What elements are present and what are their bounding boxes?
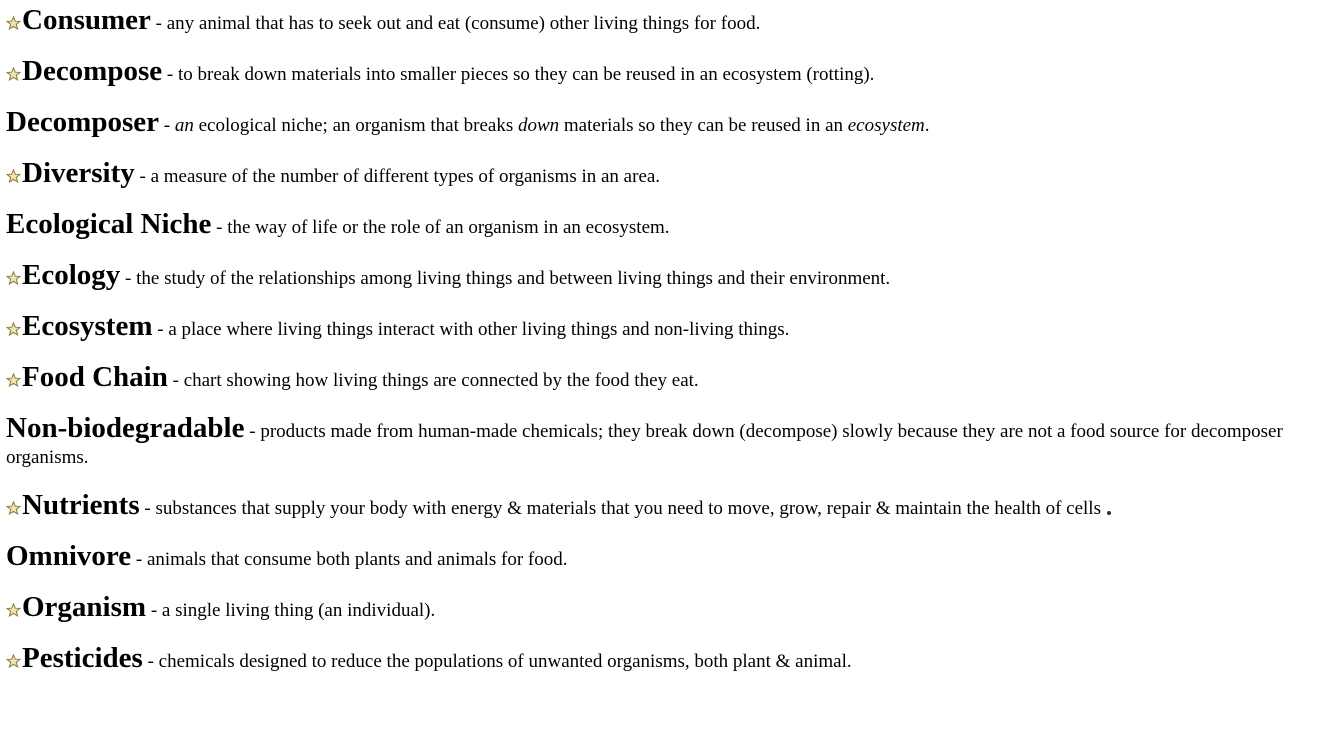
term-separator: - (142, 651, 159, 672)
definition-non-biodegradable: products made from human-made chemicals; they break down (decompose) slowly because they are not a food source for decomposer organisms. (6, 421, 1283, 468)
term-diversity: Diversity (22, 157, 135, 189)
glossary-entry-consumer (6, 6, 1330, 37)
definition-ecological-niche: the way of life or the role of an organism in an ecosystem. (227, 217, 670, 238)
definition-emphasis: ecosystem (847, 115, 925, 136)
glossary-entry-food-chain (6, 363, 1330, 394)
term-omnivore: Omnivore (6, 540, 132, 572)
definition-emphasis: an (174, 115, 194, 136)
glossary-entry-nutrients (6, 491, 1330, 522)
definition-pesticides: chemicals designed to reduce the populations of unwanted organisms, both plant & animal. (158, 651, 852, 672)
definition-ecology: the study of the relationships among living things and between living things and their environment. (136, 268, 891, 289)
term-organism: Organism (22, 591, 147, 623)
term-nutrients: Nutrients (22, 489, 140, 521)
term-decomposer: Decomposer (6, 106, 160, 138)
definition-omnivore: animals that consume both plants and animals for food. (146, 549, 568, 570)
glossary-entry-ecological-niche (6, 210, 1330, 241)
glossary-entry-diversity (6, 159, 1330, 190)
term-ecology: Ecology (22, 259, 121, 291)
term-separator: - (120, 268, 137, 289)
star-icon (6, 373, 21, 387)
glossary-entry-decompose (6, 57, 1330, 88)
glossary-entry-ecosystem (6, 312, 1330, 343)
definition-emphasis: down (517, 115, 560, 136)
term-food-chain: Food Chain (22, 361, 168, 393)
definition-organism: a single living thing (an individual). (161, 600, 436, 621)
definition-text: . (924, 115, 930, 136)
definition-decompose: to break down materials into smaller pieces so they can be reused in an ecosystem (rotting). (177, 64, 875, 85)
glossary-entry-ecology (6, 261, 1330, 292)
definition-food-chain: chart showing how living things are connected by the food they eat. (183, 370, 699, 391)
term-separator: - (139, 498, 156, 519)
definition-diversity: a measure of the number of different types of organisms in an area. (150, 166, 661, 187)
definition-consumer: any animal that has to seek out and eat (consume) other living things for food. (166, 13, 761, 34)
glossary-entry-pesticides (6, 644, 1330, 675)
star-icon (6, 654, 21, 668)
term-ecological-niche: Ecological Niche (6, 208, 212, 240)
star-icon (6, 16, 21, 30)
star-icon (6, 322, 21, 336)
term-consumer: Consumer (22, 4, 151, 36)
term-separator: - (150, 13, 167, 34)
star-icon (6, 67, 21, 81)
term-separator: - (152, 319, 169, 340)
glossary-entry-decomposer (6, 108, 1330, 139)
term-separator: - (211, 217, 228, 238)
definition-decomposer (175, 115, 930, 136)
definition-ecosystem: a place where living things interact with other living things and non-living things. (168, 319, 790, 340)
star-icon (6, 501, 21, 515)
term-separator: - (159, 115, 175, 136)
term-separator: - (131, 549, 147, 570)
glossary-entry-organism (6, 593, 1330, 624)
term-non-biodegradable: Non-biodegradable (6, 412, 245, 444)
term-separator: - (162, 64, 178, 85)
period-mark (1107, 511, 1111, 515)
term-separator: - (146, 600, 162, 621)
star-icon (6, 169, 21, 183)
term-decompose: Decompose (22, 55, 163, 87)
term-separator: - (244, 421, 261, 442)
term-ecosystem: Ecosystem (22, 310, 153, 342)
term-separator: - (134, 166, 151, 187)
star-icon (6, 603, 21, 617)
glossary-entry-omnivore (6, 542, 1330, 573)
star-icon (6, 271, 21, 285)
definition-nutrients: substances that supply your body with energy & materials that you need to move, grow, repair & maintain the health of cells (155, 498, 1101, 519)
glossary-entry-non-biodegradable (6, 414, 1330, 471)
definition-text: ecological niche; an organism that breaks (193, 115, 518, 136)
term-separator: - (167, 370, 184, 391)
definition-text: materials so they can be reused in an (559, 115, 848, 136)
term-pesticides: Pesticides (22, 642, 143, 674)
